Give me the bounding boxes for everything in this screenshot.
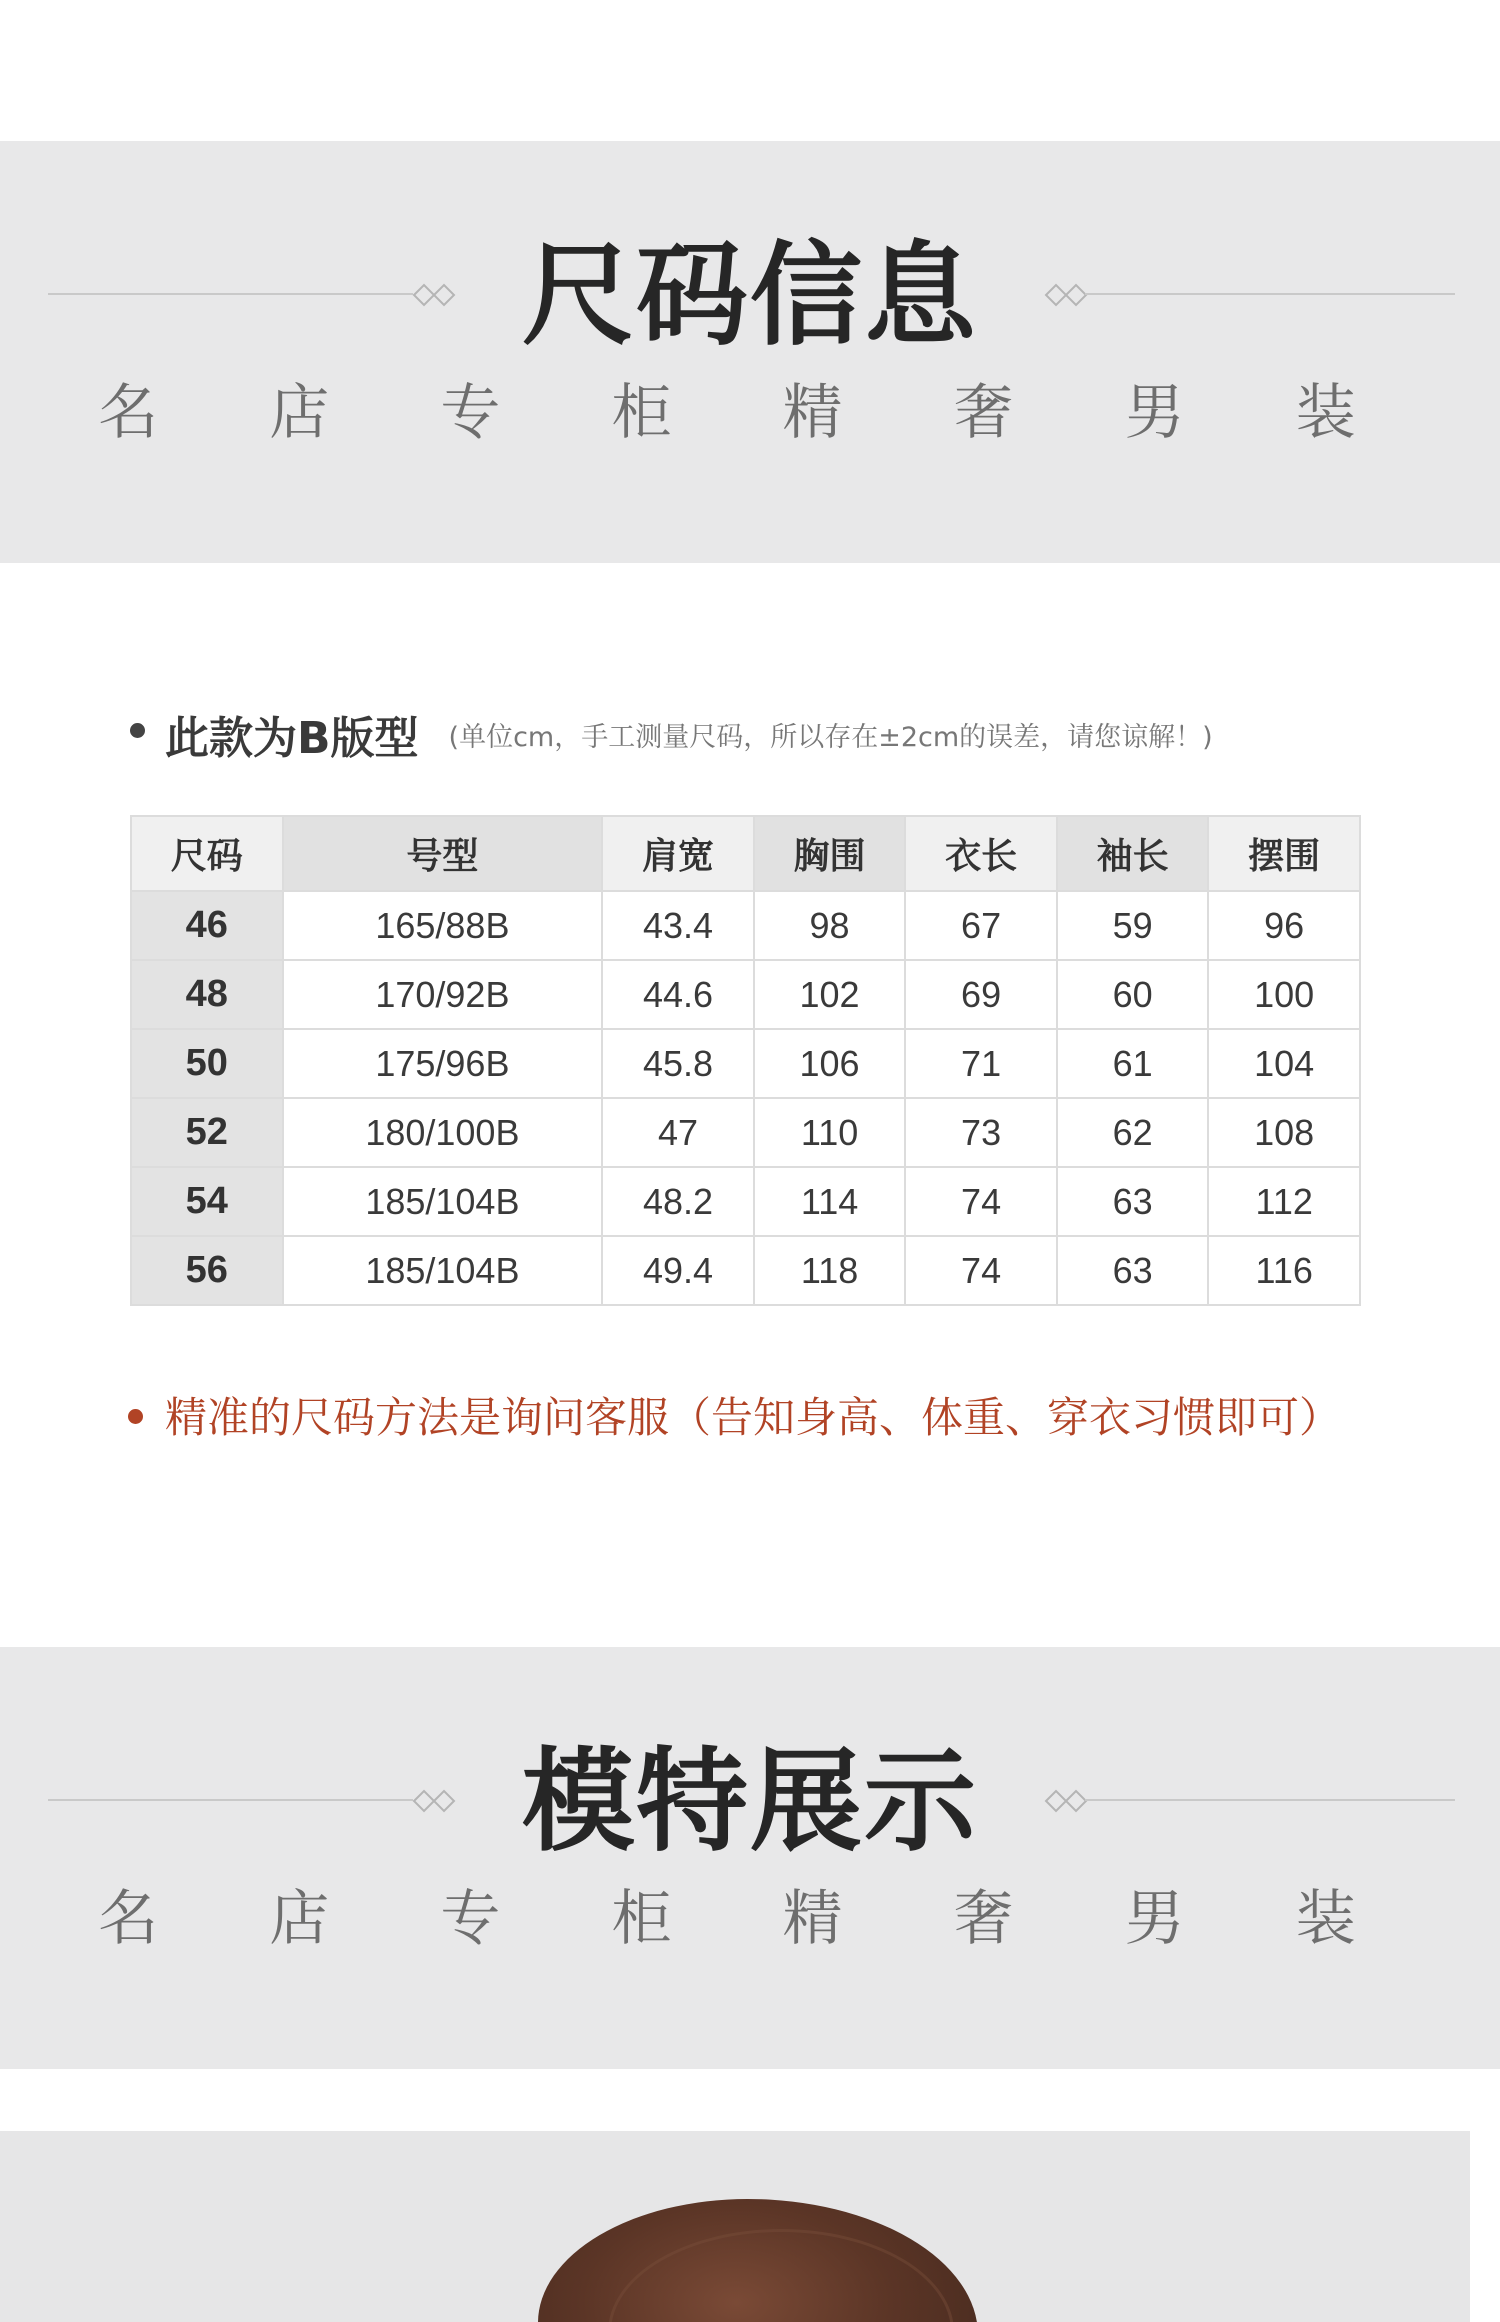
table-cell: 63: [1057, 1236, 1209, 1305]
table-cell: 44.6: [602, 960, 754, 1029]
table-cell: 98: [754, 891, 906, 960]
size-table: [130, 815, 1361, 1306]
table-cell: 104: [1208, 1029, 1360, 1098]
fit-note-main: 此款为B版型: [165, 713, 419, 764]
table-cell: 59: [1057, 891, 1209, 960]
table-cell: 185/104B: [283, 1236, 603, 1305]
divider-line-right: [1085, 1799, 1455, 1801]
table-cell: 43.4: [602, 891, 754, 960]
table-row: [131, 1236, 1360, 1305]
table-cell: 67: [905, 891, 1057, 960]
table-cell: 73: [905, 1098, 1057, 1167]
size-cell: 54: [131, 1167, 283, 1236]
size-info-title: 尺码信息: [522, 231, 978, 361]
table-cell: 48.2: [602, 1167, 754, 1236]
table-cell: 165/88B: [283, 891, 603, 960]
model-display-title: 模特展示: [522, 1737, 978, 1867]
column-header: 号型: [283, 816, 603, 891]
fit-note-detail: (单位cm，手工测量尺码，所以存在±2cm的误差，请您谅解！): [448, 721, 1213, 753]
column-header: 尺码: [131, 816, 283, 891]
column-header: 肩宽: [602, 816, 754, 891]
table-cell: 185/104B: [283, 1167, 603, 1236]
table-cell: 112: [1208, 1167, 1360, 1236]
size-info-banner: [0, 141, 1500, 563]
table-cell: 49.4: [602, 1236, 754, 1305]
model-photo: [0, 2131, 1470, 2322]
table-cell: 116: [1208, 1236, 1360, 1305]
size-cell: 56: [131, 1236, 283, 1305]
table-row: [131, 960, 1360, 1029]
table-cell: 170/92B: [283, 960, 603, 1029]
table-cell: 114: [754, 1167, 906, 1236]
bullet-dot-icon: [130, 723, 145, 738]
bullet-dot-icon: [128, 1409, 143, 1424]
table-cell: 71: [905, 1029, 1057, 1098]
table-row: [131, 1098, 1360, 1167]
double-diamond-icon: [1028, 1787, 1088, 1815]
fit-note: [130, 702, 1213, 762]
table-cell: 45.8: [602, 1029, 754, 1098]
model-display-banner: [0, 1647, 1500, 2069]
table-cell: 74: [905, 1167, 1057, 1236]
column-header: 衣长: [905, 816, 1057, 891]
column-header: 摆围: [1208, 816, 1360, 891]
model-display-subtitle: 名 店 专 柜 精 奢 男 装: [98, 1884, 1402, 1954]
table-cell: 47: [602, 1098, 754, 1167]
size-cell: 46: [131, 891, 283, 960]
double-diamond-icon: [1028, 281, 1088, 309]
table-cell: 96: [1208, 891, 1360, 960]
consult-service-text: 精准的尺码方法是询问客服（告知身高、体重、穿衣习惯即可）: [165, 1393, 1342, 1442]
table-cell: 106: [754, 1029, 906, 1098]
size-info-subtitle: 名 店 专 柜 精 奢 男 装: [98, 378, 1402, 448]
size-cell: 48: [131, 960, 283, 1029]
table-cell: 175/96B: [283, 1029, 603, 1098]
table-cell: 110: [754, 1098, 906, 1167]
table-cell: 118: [754, 1236, 906, 1305]
table-cell: 102: [754, 960, 906, 1029]
table-header-row: [131, 816, 1360, 891]
table-row: [131, 1167, 1360, 1236]
table-cell: 69: [905, 960, 1057, 1029]
size-cell: 50: [131, 1029, 283, 1098]
table-cell: 62: [1057, 1098, 1209, 1167]
table-row: [131, 1029, 1360, 1098]
consult-service-note: [128, 1385, 1341, 1445]
size-cell: 52: [131, 1098, 283, 1167]
table-cell: 63: [1057, 1167, 1209, 1236]
table-cell: 100: [1208, 960, 1360, 1029]
table-cell: 60: [1057, 960, 1209, 1029]
table-cell: 180/100B: [283, 1098, 603, 1167]
table-row: [131, 891, 1360, 960]
divider-line-right: [1085, 293, 1455, 295]
table-cell: 74: [905, 1236, 1057, 1305]
column-header: 袖长: [1057, 816, 1209, 891]
column-header: 胸围: [754, 816, 906, 891]
table-cell: 108: [1208, 1098, 1360, 1167]
table-cell: 61: [1057, 1029, 1209, 1098]
